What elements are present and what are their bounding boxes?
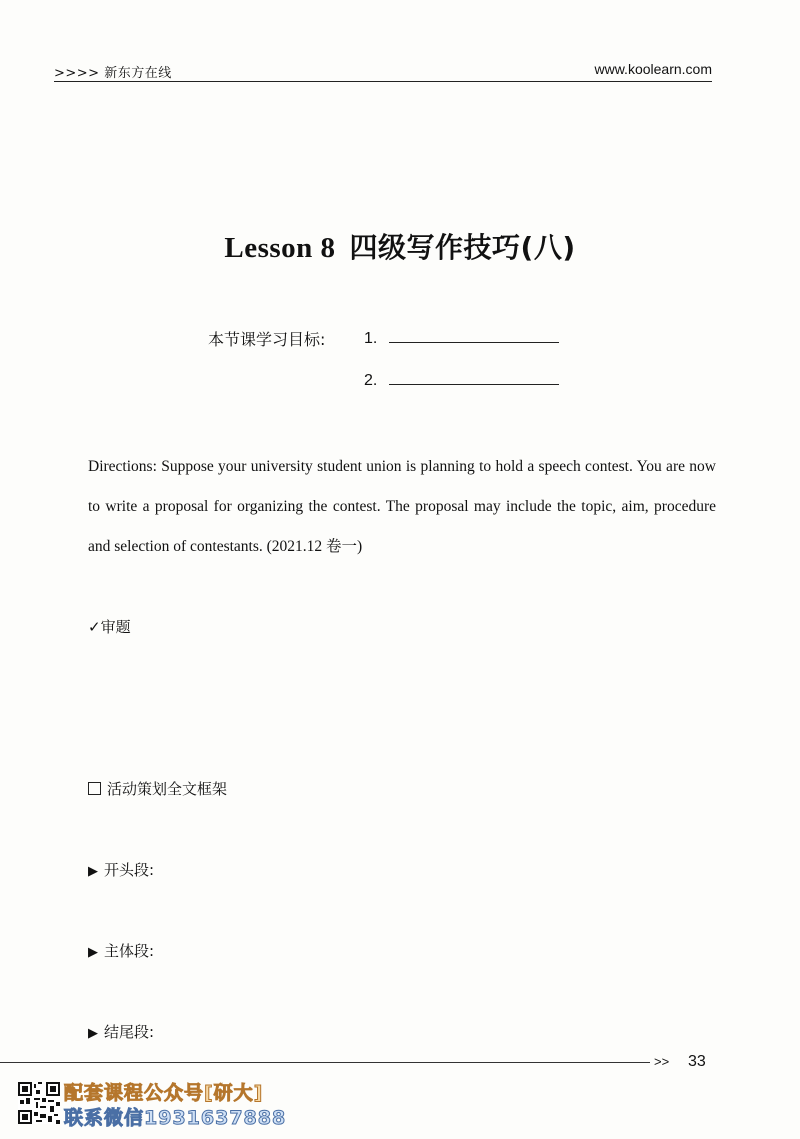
triangle-bullet-icon: ▶ (88, 864, 98, 879)
watermark-line-1: 配套课程公众号[研大] (64, 1082, 264, 1104)
section-body (88, 940, 154, 961)
triangle-bullet-icon: ▶ (88, 945, 98, 960)
footer-divider (0, 1062, 650, 1063)
goal-blank-line (389, 328, 559, 343)
qr-code-icon (18, 1082, 60, 1124)
header-url: www.koolearn.com (594, 61, 712, 77)
section-opening-label: 开头段: (104, 861, 155, 879)
watermark-line-2: 联系微信1931637888 (64, 1107, 287, 1129)
section-body-label: 主体段: (104, 942, 155, 960)
footer-arrow: >> (654, 1054, 670, 1069)
directions-paragraph: Directions: Suppose your university student union is planning to hold a speech contest. You are now to write a proposal for organizing the contest. The proposal may include the topic, aim, procedure and selection of contestants. (2021.12 卷一) (88, 458, 716, 555)
lesson-title-zh: 四级写作技巧(八) (349, 231, 576, 264)
goals-label: 本节课学习目标: (208, 330, 326, 349)
section-audit: ✓审题 (88, 618, 131, 636)
goal-number: 2. (364, 372, 378, 389)
goal-number: 1. (364, 330, 378, 347)
goal-item-2 (364, 370, 559, 390)
goal-item-1 (364, 328, 559, 348)
section-ending-label: 结尾段: (104, 1023, 155, 1041)
lesson-title-en: Lesson 8 (224, 232, 336, 264)
section-opening (88, 859, 154, 880)
goal-blank-line (389, 370, 559, 385)
header-brand: >>>> 新东方在线 (54, 66, 172, 81)
page-number: 33 (688, 1053, 706, 1070)
header-divider (54, 81, 712, 82)
section-framework-label: 活动策划全文框架 (107, 780, 228, 798)
lesson-title (0, 226, 800, 266)
triangle-bullet-icon: ▶ (88, 1026, 98, 1041)
section-framework (88, 778, 227, 799)
checkbox-square-icon (88, 782, 101, 795)
section-ending (88, 1021, 154, 1042)
